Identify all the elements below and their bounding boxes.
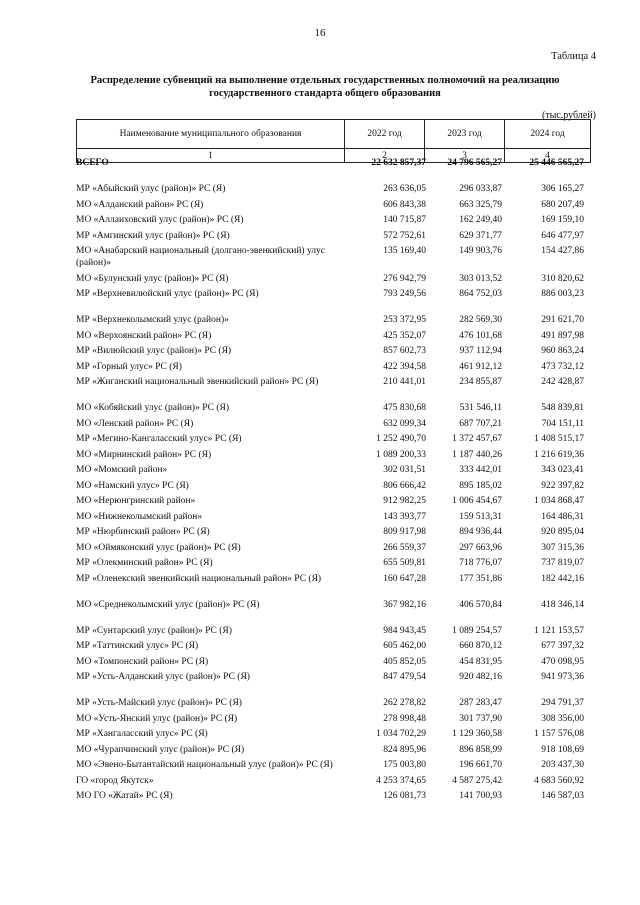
value-2023: 301 737,90: [459, 713, 502, 724]
value-2023: 196 661,70: [459, 760, 502, 770]
municipality-name: МР «Жиганский национальный эвенкийский район» РС (Я): [76, 377, 319, 387]
value-2024: 154 427,86: [541, 246, 584, 256]
municipality-name: МО «Ленский район» РС (Я): [76, 418, 194, 429]
value-2024: 343 023,41: [541, 465, 584, 475]
value-2023: 282 569,30: [459, 315, 502, 325]
value-2022: 276 942,79: [383, 273, 426, 284]
value-2023: 660 870,12: [459, 641, 502, 651]
total-label: ВСЕГО: [76, 158, 109, 168]
value-2024: 1 157 576,08: [534, 729, 584, 739]
municipality-name: МО «Анабарский национальный (долгано-эвенкийский) улус (район)»: [76, 246, 326, 268]
municipality-name: МР «Таттинский улус» РС (Я): [76, 641, 199, 651]
value-2024: 1 034 868,47: [534, 496, 584, 506]
table-row: [76, 361, 590, 373]
page-number: 16: [314, 27, 326, 39]
col-number-4: 4: [505, 149, 591, 163]
municipality-name: МР «Мегино-Кангаласский улус» РС (Я): [76, 434, 242, 444]
table-label: Таблица 4: [551, 51, 596, 62]
table-row: [76, 199, 590, 211]
municipality-name: МО «Намский улус» РС (Я): [76, 480, 189, 491]
municipality-name: МО «Булунский улус (район)» РС (Я): [76, 273, 229, 284]
table-row: [76, 273, 590, 285]
value-2022: 824 895,96: [383, 744, 426, 755]
municipality-name: МР «Верхнеколымский улус (район)»: [76, 315, 229, 325]
value-2023: 406 570,84: [459, 599, 502, 610]
municipality-name: МО «Томпонский район» РС (Я): [76, 656, 209, 667]
value-2022: 475 830,68: [383, 403, 426, 413]
value-2022: 175 003,80: [383, 760, 426, 770]
value-2022: 367 982,16: [383, 599, 426, 610]
table-row: [76, 744, 590, 756]
municipality-name: МО «Верхоянский район» РС (Я): [76, 330, 212, 341]
table-row: [76, 526, 590, 538]
value-2023: 476 101,68: [459, 330, 502, 341]
municipality-name: МР «Сунтарский улус (район)» РС (Я): [76, 625, 232, 636]
value-2024: 680 207,49: [541, 199, 584, 210]
value-2022: 912 982,25: [383, 496, 426, 506]
value-2024: 164 486,31: [541, 511, 584, 522]
table-row: [76, 625, 590, 637]
value-2023: 1 372 457,67: [452, 434, 502, 444]
value-2022: 1 252 490,70: [376, 434, 426, 444]
table-row: [76, 183, 590, 195]
value-2022: 135 169,40: [383, 246, 426, 256]
total-row: [76, 157, 590, 169]
municipality-name: МО «Нерюнгринский район»: [76, 496, 196, 506]
value-2022: 266 559,37: [383, 542, 426, 553]
value-2022: 806 666,42: [383, 480, 426, 491]
value-2023: 4 587 275,42: [452, 775, 502, 786]
table-row: [76, 511, 590, 523]
table-row: [76, 449, 590, 461]
value-2022: 263 636,05: [383, 184, 426, 194]
col-number-2: 2: [345, 149, 425, 163]
table-row: [76, 557, 590, 569]
municipality-name: МО «Эвено-Бытантайский национальный улус (район)» РС (Я): [76, 760, 333, 770]
value-2022: 278 998,48: [383, 713, 426, 724]
municipality-name: МР «Усть-Алданский улус (район)» РС (Я): [76, 672, 250, 682]
value-2022: 422 394,58: [383, 361, 426, 372]
table-row: [76, 599, 590, 611]
municipality-name: МР «Олекминский район» РС (Я): [76, 558, 213, 568]
municipality-name: МР «Верхневилюйский улус (район)» РС (Я): [76, 289, 259, 299]
value-2022: 857 602,73: [383, 346, 426, 356]
value-2022: 632 099,34: [383, 418, 426, 429]
value-2023: 894 936,44: [459, 527, 502, 537]
value-2023: 1 089 254,57: [452, 625, 502, 636]
value-2023: 297 663,96: [459, 542, 502, 553]
table-row: [76, 495, 590, 507]
total-2022: 22 632 857,37: [371, 158, 426, 168]
value-2023: 896 858,99: [459, 744, 502, 755]
municipality-name: МР «Вилюйский улус (район)» РС (Я): [76, 346, 232, 356]
table-row: [76, 288, 590, 300]
col-number-1: 1: [77, 149, 345, 163]
municipality-name: МО «Кобяйский улус (район)» РС (Я): [76, 403, 229, 413]
value-2023: 333 442,01: [459, 465, 502, 475]
table-row: [76, 245, 590, 269]
table-row: [76, 418, 590, 430]
value-2024: 1 216 619,36: [534, 449, 584, 460]
table-body: [76, 157, 590, 806]
value-2023: 864 752,03: [459, 289, 502, 299]
value-2024: 182 442,16: [541, 573, 584, 584]
municipality-name: МО «Момский район»: [76, 465, 168, 475]
value-2023: 461 912,12: [459, 361, 502, 372]
value-2024: 1 408 515,17: [534, 434, 584, 444]
value-2023: 1 129 360,58: [452, 729, 502, 739]
header-2024: 2024 год: [505, 120, 591, 149]
municipality-name: МР «Нюрбинский район» РС (Я): [76, 527, 210, 537]
value-2024: 4 683 560,92: [534, 775, 584, 786]
value-2024: 918 108,69: [541, 744, 584, 755]
value-2023: 454 831,95: [459, 656, 502, 667]
value-2024: 960 863,24: [541, 346, 584, 356]
header-2023: 2023 год: [425, 120, 505, 149]
total-2024: 25 446 565,27: [529, 158, 584, 168]
header-name: Наименование муниципального образования: [77, 120, 345, 149]
col-number-3: 3: [425, 149, 505, 163]
municipality-name: МО «Оймяконский улус (район)» РС (Я): [76, 542, 241, 553]
table-row: [76, 230, 590, 242]
units-label: (тыс.рублей): [541, 110, 596, 121]
value-2024: 704 151,11: [541, 418, 584, 429]
value-2024: 491 897,98: [541, 330, 584, 341]
municipality-name: МО «Усть-Янский улус (район)» РС (Я): [76, 713, 238, 724]
value-2022: 143 393,77: [383, 511, 426, 522]
value-2022: 605 462,00: [383, 641, 426, 651]
value-2022: 606 843,38: [383, 199, 426, 210]
value-2024: 677 397,32: [541, 641, 584, 651]
document-title: Распределение субвенций на выполнение отдельных государственных полномочий на реализацию государственного стандарта общего образования: [90, 75, 560, 99]
value-2024: 169 159,10: [541, 215, 584, 225]
municipality-name: МР «Оленекский эвенкийский национальный район» РС (Я): [76, 573, 322, 584]
table-row: [76, 402, 590, 414]
value-2024: 1 121 153,57: [534, 625, 584, 636]
value-2023: 177 351,86: [459, 573, 502, 584]
table-row: [76, 314, 590, 326]
table-row: [76, 330, 590, 342]
value-2023: 141 700,93: [459, 791, 502, 801]
table-row: [76, 697, 590, 709]
value-2023: 162 249,40: [459, 215, 502, 225]
value-2022: 253 372,95: [383, 315, 426, 325]
value-2023: 718 776,07: [459, 558, 502, 568]
table-row: [76, 671, 590, 683]
municipality-name: МО «Чурапчинский улус (район)» РС (Я): [76, 744, 245, 755]
value-2024: 418 346,14: [541, 599, 584, 610]
municipality-name: МО «Среднеколымский улус (район)» РС (Я): [76, 599, 260, 610]
value-2023: 531 546,11: [459, 403, 502, 413]
value-2023: 663 325,79: [459, 199, 502, 210]
value-2024: 473 732,12: [541, 361, 584, 372]
municipality-name: МР «Горный улус» РС (Я): [76, 361, 182, 372]
value-2022: 160 647,28: [383, 573, 426, 584]
table-row: [76, 775, 590, 787]
table-row: [76, 790, 590, 802]
value-2022: 405 852,05: [383, 656, 426, 667]
value-2022: 809 917,98: [383, 527, 426, 537]
municipality-name: МР «Усть-Майский улус (район)» РС (Я): [76, 698, 242, 708]
header-2022: 2022 год: [345, 120, 425, 149]
value-2024: 737 819,07: [541, 558, 584, 568]
table-row: [76, 640, 590, 652]
value-2024: 470 098,95: [541, 656, 584, 667]
municipality-name: МР «Амгинский улус (район)» РС (Я): [76, 230, 230, 241]
municipality-name: ГО «город Якутск»: [76, 775, 154, 786]
value-2022: 126 081,73: [383, 791, 426, 801]
value-2024: 646 477,97: [541, 230, 584, 241]
value-2024: 920 895,04: [541, 527, 584, 537]
table-row: [76, 713, 590, 725]
value-2024: 307 315,36: [541, 542, 584, 553]
value-2022: 140 715,87: [383, 215, 426, 225]
value-2023: 937 112,94: [459, 346, 502, 356]
value-2024: 922 397,82: [541, 480, 584, 491]
value-2023: 895 185,02: [459, 480, 502, 491]
table-row: [76, 728, 590, 740]
value-2022: 1 034 702,29: [376, 729, 426, 739]
value-2023: 920 482,16: [459, 672, 502, 682]
value-2023: 1 187 440,26: [452, 449, 502, 460]
table-row: [76, 433, 590, 445]
value-2023: 629 371,77: [459, 230, 502, 241]
municipality-name: МО «Аллаиховский улус (район)» РС (Я): [76, 215, 244, 225]
value-2022: 1 089 200,33: [376, 449, 426, 460]
table-row: [76, 214, 590, 226]
value-2022: 425 352,07: [383, 330, 426, 341]
municipality-name: МР «Хангаласский улус» РС (Я): [76, 729, 208, 739]
value-2024: 941 973,36: [541, 672, 584, 682]
value-2022: 210 441,01: [383, 377, 426, 387]
value-2024: 308 356,00: [541, 713, 584, 724]
municipality-name: МО ГО «Жатай» РС (Я): [76, 791, 173, 801]
value-2023: 303 013,52: [459, 273, 502, 284]
value-2023: 1 006 454,67: [452, 496, 502, 506]
value-2022: 262 278,82: [383, 698, 426, 708]
value-2024: 242 428,87: [541, 377, 584, 387]
table-row: [76, 656, 590, 668]
municipality-name: МО «Алданский район» РС (Я): [76, 199, 204, 210]
value-2022: 847 479,54: [383, 672, 426, 682]
value-2024: 294 791,37: [541, 698, 584, 708]
value-2022: 4 253 374,65: [376, 775, 426, 786]
table-row: [76, 542, 590, 554]
value-2024: 886 003,23: [541, 289, 584, 299]
value-2024: 203 437,30: [541, 760, 584, 770]
municipality-name: МО «Нижнеколымский район»: [76, 511, 203, 522]
table-row: [76, 376, 590, 388]
value-2022: 655 509,81: [383, 558, 426, 568]
value-2023: 296 033,87: [459, 184, 502, 194]
total-2023: 24 796 565,27: [447, 158, 502, 168]
table-row: [76, 573, 590, 585]
value-2023: 234 855,87: [459, 377, 502, 387]
value-2022: 572 752,61: [383, 230, 426, 241]
value-2024: 306 165,27: [541, 184, 584, 194]
table-row: [76, 759, 590, 771]
value-2023: 687 707,21: [459, 418, 502, 429]
value-2023: 149 903,76: [459, 246, 502, 256]
value-2024: 291 621,70: [541, 315, 584, 325]
table-row: [76, 345, 590, 357]
value-2022: 302 031,51: [383, 465, 426, 475]
value-2023: 287 283,47: [459, 698, 502, 708]
value-2022: 984 943,45: [383, 625, 426, 636]
value-2024: 146 587,03: [541, 791, 584, 801]
value-2023: 159 513,31: [459, 511, 502, 522]
table-row: [76, 464, 590, 476]
value-2024: 548 839,81: [541, 403, 584, 413]
municipality-name: МР «Абыйский улус (район)» РС (Я): [76, 184, 226, 194]
value-2024: 310 820,62: [541, 273, 584, 284]
value-2022: 793 249,56: [383, 289, 426, 299]
municipality-name: МО «Мирнинский район» РС (Я): [76, 449, 212, 460]
table-row: [76, 480, 590, 492]
